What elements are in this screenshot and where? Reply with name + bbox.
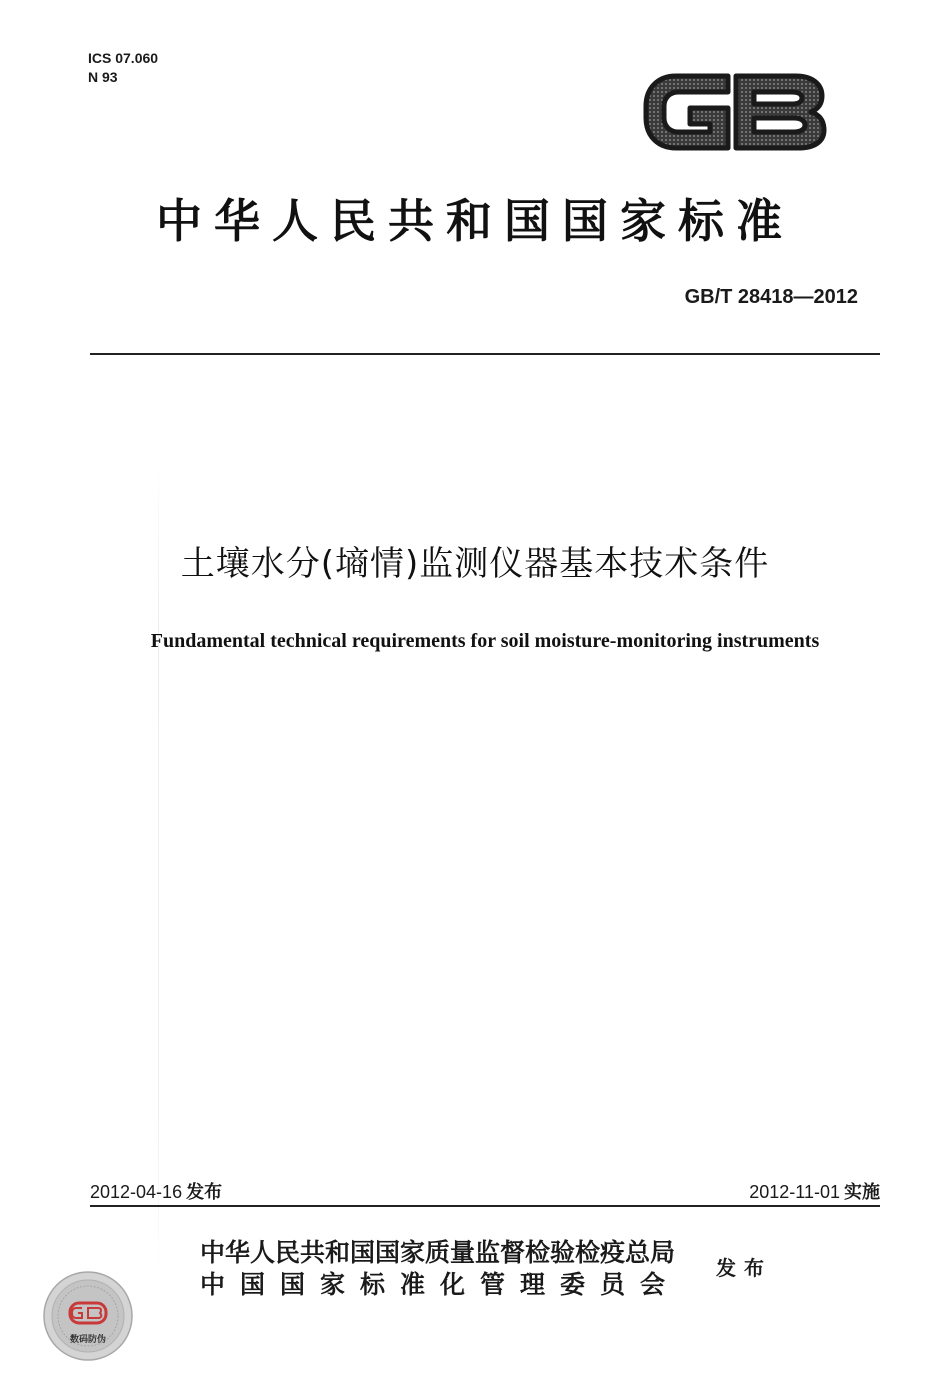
standard-type-heading: 中华人民共和国国家标准: [156, 194, 794, 248]
document-title-en: Fundamental technical requirements for soil moisture-monitoring instruments: [150, 630, 820, 652]
standard-number: GB/T 28418—2012: [684, 286, 858, 308]
gb-standard-logo-icon: [636, 62, 828, 160]
implement-label: 实施: [844, 1182, 880, 1203]
publisher-aqsiq: 中华人民共和国国家质量监督检验检疫总局: [200, 1238, 676, 1267]
issue-date: 2012-04-16: [90, 1182, 183, 1202]
implement-date: 2012-11-01: [749, 1182, 840, 1202]
anti-counterfeit-seal-icon: [42, 1270, 134, 1362]
ics-code: ICS 07.060: [88, 50, 159, 66]
ccs-code: N 93: [88, 69, 118, 85]
issue-date-block: [90, 1181, 222, 1204]
footer-divider: [90, 1205, 880, 1207]
implement-date-block: [749, 1181, 880, 1204]
publish-label: 发布: [716, 1256, 772, 1280]
issue-label: 发布: [186, 1182, 223, 1203]
seal-label: 数码防伪: [69, 1335, 107, 1345]
header-divider: [90, 353, 880, 355]
document-title-zh: 土壤水分(墒情)监测仪器基本技术条件: [180, 544, 770, 584]
publisher-sac: 中国国家标准化管理委员会: [200, 1270, 681, 1299]
